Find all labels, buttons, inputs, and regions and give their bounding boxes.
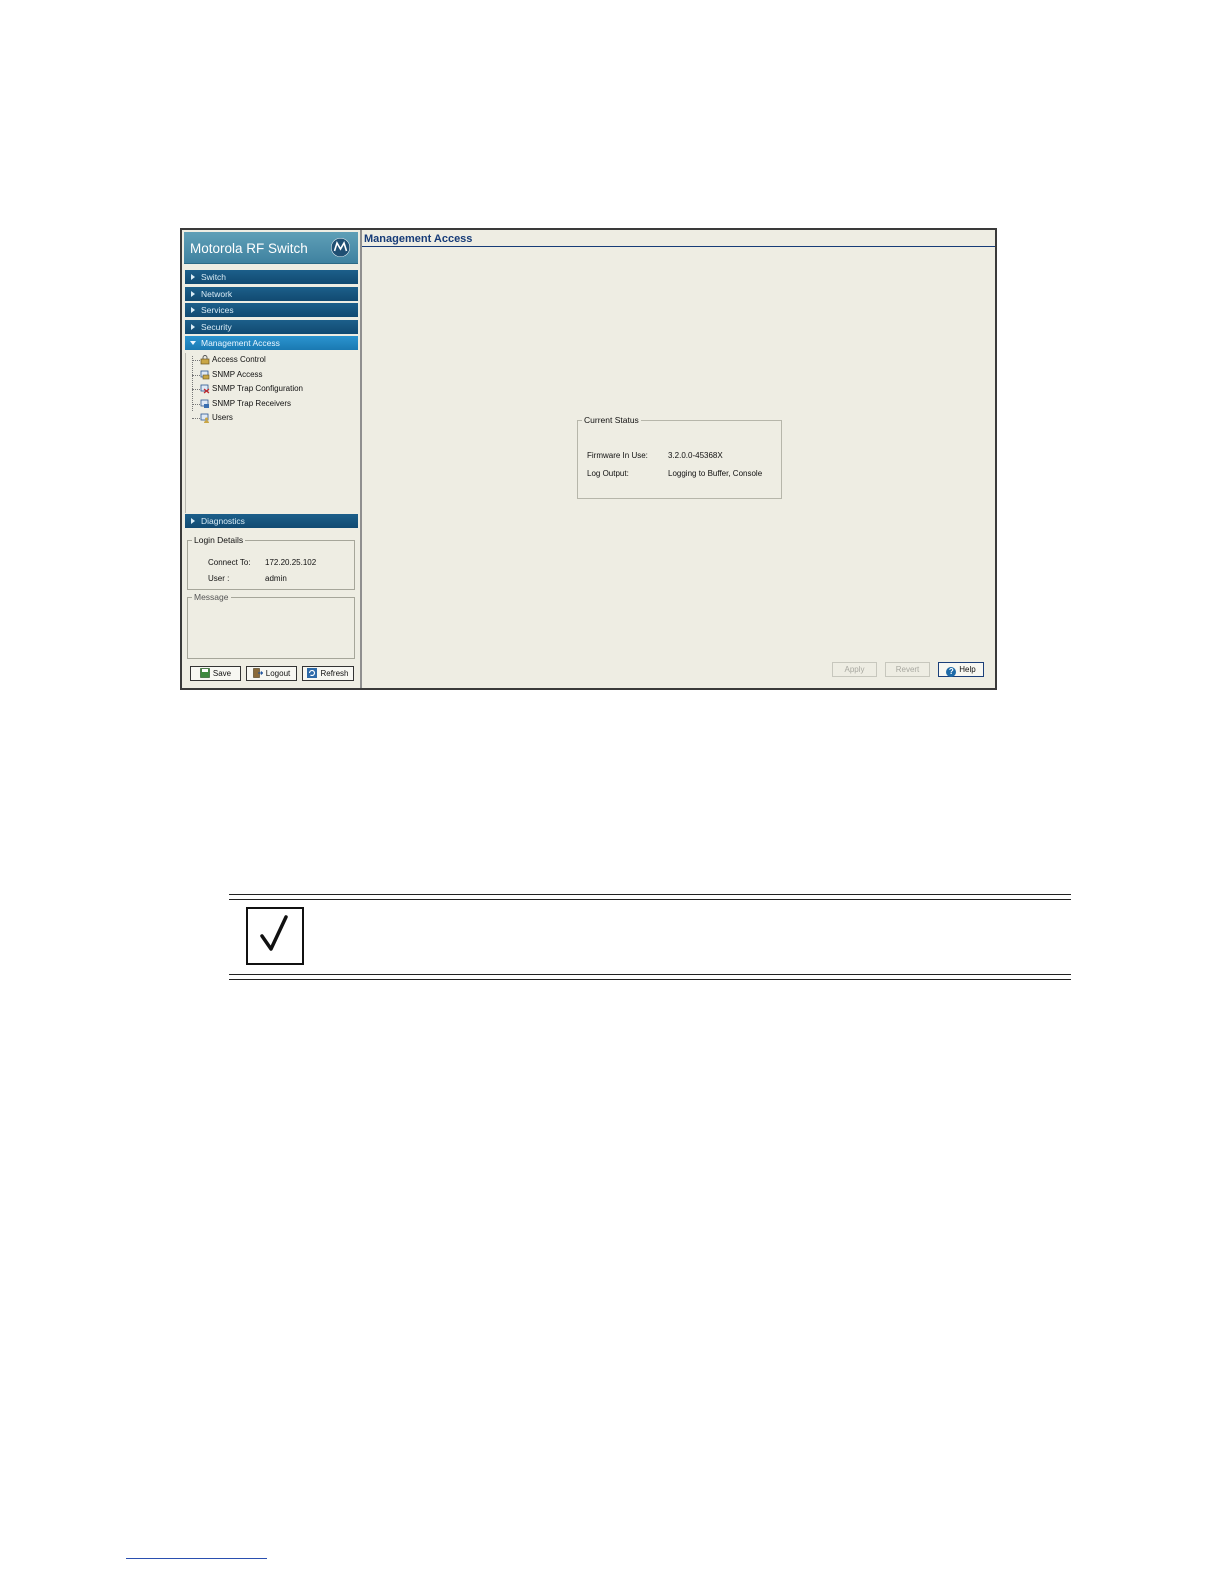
user-value: admin xyxy=(265,574,287,583)
tree-branch xyxy=(192,360,200,361)
caret-down-icon xyxy=(190,341,196,345)
tree-item-snmp-trap-receivers[interactable] xyxy=(186,397,358,412)
help-label: Help xyxy=(959,665,976,674)
caret-right-icon xyxy=(191,291,195,297)
menu-item-label: Security xyxy=(201,321,232,332)
caret-right-icon xyxy=(191,274,195,280)
footer-link-underline xyxy=(126,1558,267,1559)
menu-item-diagnostics[interactable] xyxy=(185,514,358,528)
log-output-value: Logging to Buffer, Console xyxy=(668,469,763,478)
help-icon: ? xyxy=(946,667,956,677)
note-bottom-rule-inner xyxy=(229,974,1071,975)
menu-item-label: Network xyxy=(201,288,233,299)
caret-right-icon xyxy=(191,324,195,330)
tree-branch xyxy=(192,418,200,419)
tree-item-label: SNMP Access xyxy=(212,369,263,379)
save-label: Save xyxy=(212,669,232,678)
current-status-title: Current Status xyxy=(584,415,639,425)
app-screenshot xyxy=(180,228,997,690)
apply-button[interactable]: Apply xyxy=(832,662,877,677)
firmware-label: Firmware In Use: xyxy=(587,451,648,460)
login-details-title: Login Details xyxy=(194,535,244,545)
trap-receivers-icon xyxy=(200,399,210,409)
left-panel xyxy=(182,230,362,688)
menu-item-security[interactable] xyxy=(185,320,358,334)
tree-item-users[interactable] xyxy=(186,411,358,426)
logout-label: Logout xyxy=(265,669,291,678)
log-output-label: Log Output: xyxy=(587,469,629,478)
tree-item-label: Users xyxy=(212,413,233,422)
motorola-logo-icon xyxy=(331,238,350,257)
logout-icon xyxy=(253,668,263,678)
message-group xyxy=(187,592,355,659)
main-panel xyxy=(362,230,995,688)
tree-item-snmp-trap-configuration[interactable] xyxy=(186,382,358,397)
brand-header xyxy=(184,232,358,264)
checkmark-icon xyxy=(246,907,304,965)
refresh-label: Refresh xyxy=(320,669,349,678)
page-title: Management Access xyxy=(364,233,473,245)
caret-right-icon xyxy=(191,518,195,524)
tree-item-label: Access Control xyxy=(212,355,266,364)
menu-item-label: Services xyxy=(201,305,234,315)
tree-item-snmp-access[interactable] xyxy=(186,368,358,383)
logout-button[interactable] xyxy=(246,666,297,681)
save-icon xyxy=(200,668,210,678)
note-bottom-rule xyxy=(229,979,1071,980)
lock-icon xyxy=(200,355,210,365)
revert-button[interactable]: Revert xyxy=(885,662,930,677)
connect-to-label: Connect To: xyxy=(208,558,251,567)
note-top-rule xyxy=(229,894,1071,895)
current-status-group xyxy=(577,415,782,499)
menu-item-switch[interactable] xyxy=(185,270,358,284)
help-button[interactable] xyxy=(938,662,984,677)
menu-item-management-access[interactable] xyxy=(185,336,358,350)
login-details-group xyxy=(187,535,355,590)
tree-item-label: SNMP Trap Receivers xyxy=(212,398,291,408)
menu-item-label: Switch xyxy=(201,272,227,282)
menu-item-network[interactable] xyxy=(185,287,358,301)
connect-to-value: 172.20.25.102 xyxy=(265,558,317,567)
tree-branch xyxy=(192,375,200,376)
tree-branch xyxy=(192,404,200,405)
user-label: User : xyxy=(208,574,230,583)
tree-branch xyxy=(192,389,200,390)
caret-right-icon xyxy=(191,307,195,313)
menu-item-label: Diagnostics xyxy=(201,516,245,526)
firmware-value: 3.2.0.0-45368X xyxy=(668,451,723,460)
menu-item-label: Management Access xyxy=(201,338,280,348)
tree-item-label: SNMP Trap Configuration xyxy=(212,384,304,393)
main-menu xyxy=(185,270,358,353)
brand-title: Motorola RF Switch xyxy=(190,241,308,256)
refresh-button[interactable] xyxy=(302,666,354,681)
snmp-access-icon xyxy=(200,370,210,380)
title-divider xyxy=(362,246,995,247)
note-top-rule-inner xyxy=(229,899,1071,900)
management-access-tree xyxy=(185,353,358,513)
trap-config-icon xyxy=(200,384,210,394)
menu-item-services[interactable] xyxy=(185,303,358,317)
message-title: Message xyxy=(194,592,229,602)
tree-item-access-control[interactable] xyxy=(186,353,358,368)
users-icon xyxy=(200,413,210,423)
refresh-icon xyxy=(307,668,317,678)
diagnostics-menu xyxy=(185,514,358,531)
save-button[interactable] xyxy=(190,666,241,681)
